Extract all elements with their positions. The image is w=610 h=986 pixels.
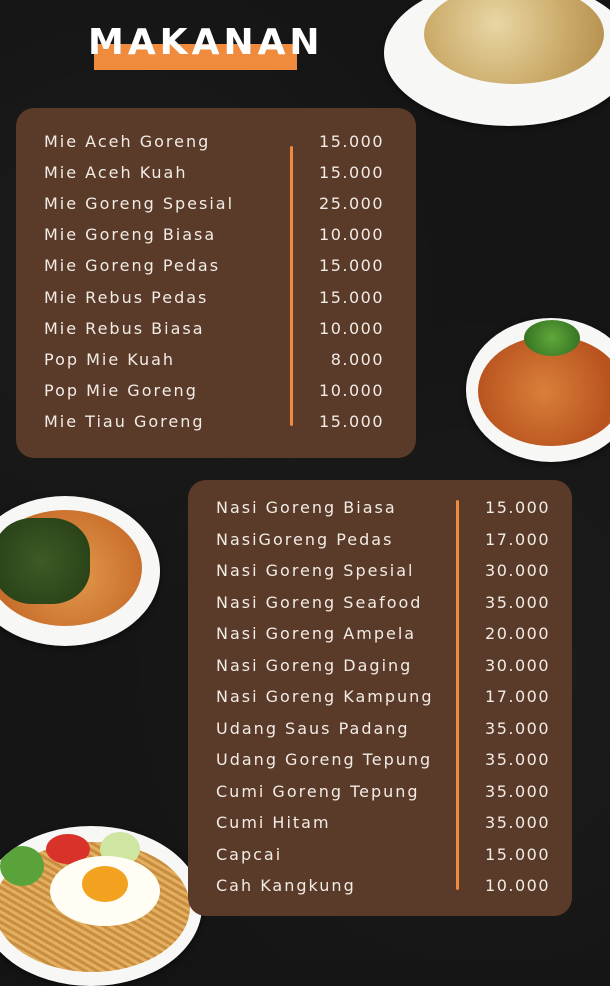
menu-item <box>16 194 416 218</box>
menu-item-name: Pop Mie Kuah <box>44 350 176 369</box>
menu-item-name: Mie Rebus Biasa <box>44 319 205 338</box>
menu-item <box>16 350 416 374</box>
menu-item-price: 15.000 <box>319 163 384 182</box>
menu-item-price: 15.000 <box>319 256 384 275</box>
lettuce-garnish <box>0 846 44 886</box>
menu-item <box>188 876 572 900</box>
menu-item <box>188 782 572 806</box>
kangkung-vegetable <box>0 518 90 604</box>
menu-item <box>188 845 572 869</box>
menu-item <box>188 813 572 837</box>
page-title: MAKANAN <box>88 22 324 63</box>
menu-item-name: Mie Goreng Spesial <box>44 194 235 213</box>
menu-item-price: 35.000 <box>485 593 550 612</box>
menu-item-name: Mie Goreng Biasa <box>44 225 217 244</box>
menu-item-price: 15.000 <box>319 412 384 431</box>
menu-item-price: 35.000 <box>485 750 550 769</box>
menu-item <box>188 687 572 711</box>
menu-item-name: Mie Goreng Pedas <box>44 256 221 275</box>
menu-item-price: 30.000 <box>485 561 550 580</box>
menu-item-name: Nasi Goreng Kampung <box>216 687 434 706</box>
lettuce-garnish <box>524 320 580 356</box>
menu-item-name: Udang Saus Padang <box>216 719 410 738</box>
menu-item <box>188 624 572 648</box>
menu-item-name: NasiGoreng Pedas <box>216 530 394 549</box>
menu-item-price: 35.000 <box>485 782 550 801</box>
menu-item-name: Nasi Goreng Seafood <box>216 593 423 612</box>
menu-item <box>188 656 572 680</box>
menu-item-price: 30.000 <box>485 656 550 675</box>
menu-item-price: 15.000 <box>319 132 384 151</box>
menu-item-name: Mie Tiau Goreng <box>44 412 205 431</box>
menu-item-price: 35.000 <box>485 719 550 738</box>
menu-item-price: 10.000 <box>319 225 384 244</box>
menu-item <box>16 163 416 187</box>
menu-item-price: 15.000 <box>485 498 550 517</box>
menu-item-price: 35.000 <box>485 813 550 832</box>
menu-item <box>16 132 416 156</box>
fried-rice-food <box>424 0 604 84</box>
menu-item <box>188 498 572 522</box>
menu-item-name: Mie Aceh Kuah <box>44 163 188 182</box>
menu-item <box>188 561 572 585</box>
menu-item-price: 15.000 <box>485 845 550 864</box>
menu-item-name: Udang Goreng Tepung <box>216 750 433 769</box>
menu-item-price: 17.000 <box>485 687 550 706</box>
menu-item <box>16 288 416 312</box>
menu-item-name: Nasi Goreng Ampela <box>216 624 417 643</box>
menu-item-name: Pop Mie Goreng <box>44 381 198 400</box>
menu-item <box>188 593 572 617</box>
menu-item <box>188 719 572 743</box>
menu-item-name: Mie Aceh Goreng <box>44 132 211 151</box>
menu-item-name: Cah Kangkung <box>216 876 356 895</box>
menu-item-name: Nasi Goreng Spesial <box>216 561 415 580</box>
menu-panel-rice-seafood <box>188 480 572 916</box>
menu-item-price: 10.000 <box>485 876 550 895</box>
menu-item <box>188 750 572 774</box>
menu-item-name: Nasi Goreng Biasa <box>216 498 397 517</box>
menu-item-price: 10.000 <box>319 381 384 400</box>
menu-item <box>188 530 572 554</box>
menu-item-name: Mie Rebus Pedas <box>44 288 209 307</box>
menu-item-price: 8.000 <box>330 350 384 369</box>
menu-item <box>16 225 416 249</box>
menu-item-name: Capcai <box>216 845 283 864</box>
egg-yolk <box>82 866 128 902</box>
menu-item <box>16 412 416 436</box>
menu-item-price: 15.000 <box>319 288 384 307</box>
menu-item-price: 25.000 <box>319 194 384 213</box>
menu-item-price: 20.000 <box>485 624 550 643</box>
menu-item <box>16 319 416 343</box>
menu-item <box>16 256 416 280</box>
menu-item-price: 17.000 <box>485 530 550 549</box>
menu-panel-noodles <box>16 108 416 458</box>
menu-item-name: Cumi Hitam <box>216 813 331 832</box>
menu-item-name: Nasi Goreng Daging <box>216 656 413 675</box>
menu-item <box>16 381 416 405</box>
menu-item-price: 10.000 <box>319 319 384 338</box>
menu-item-name: Cumi Goreng Tepung <box>216 782 420 801</box>
title-block <box>88 22 324 72</box>
